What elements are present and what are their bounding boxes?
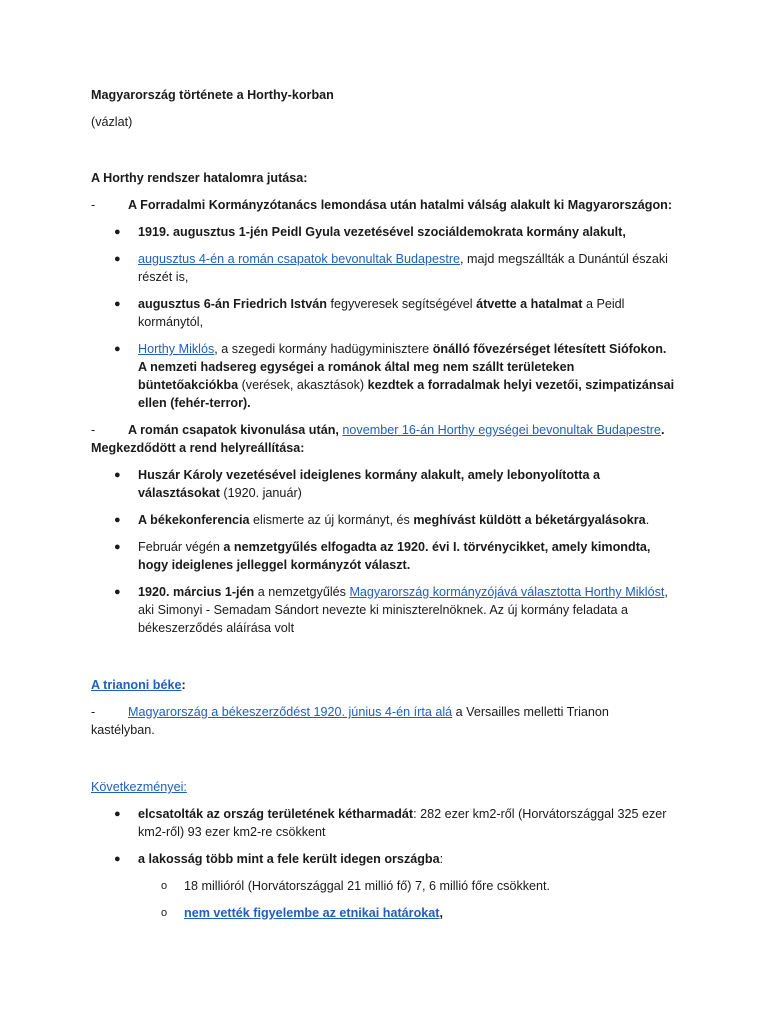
link-consequences[interactable]: Következményei: xyxy=(91,780,187,794)
link-romanian-entry[interactable]: augusztus 4-én a román csapatok bevonultak Budapestre xyxy=(138,252,461,266)
link-treaty-signed[interactable]: Magyarország a békeszerződést 1920. június 4-én írta alá xyxy=(128,705,453,719)
bold-text: 1920. március 1-jén xyxy=(138,585,255,599)
text: : xyxy=(181,678,186,692)
link-horthy-miklos[interactable]: Horthy Miklós xyxy=(138,342,215,356)
dash-text: A Forradalmi Kormányzótanács lemondása után hatalmi válság alakult ki Magyarországon: xyxy=(128,198,673,212)
bold-text: , xyxy=(439,906,443,920)
bold-text: elcsatolták az ország területének kétharmadát xyxy=(138,807,414,821)
section-heading-consequences xyxy=(91,778,676,796)
bullet-icon: ● xyxy=(114,298,121,310)
bullet-icon: ● xyxy=(114,226,121,238)
text: . xyxy=(645,513,650,527)
list-item xyxy=(91,877,676,895)
bullet-icon: ● xyxy=(114,514,121,526)
bold-text: augusztus 6-án Friedrich István xyxy=(138,297,327,311)
dash-mark: - xyxy=(91,198,96,212)
text: , a szegedi kormány hadügyminisztere xyxy=(214,342,433,356)
list-item xyxy=(91,805,676,841)
dash-item-withdrawal xyxy=(91,421,676,457)
link-trianon-peace[interactable]: A trianoni béke xyxy=(91,678,182,692)
text: a nemzetgyűlés xyxy=(254,585,350,599)
text: (1920. január) xyxy=(219,486,302,500)
spacer xyxy=(91,646,676,676)
text: , majd megszállták a Dunántúl északi részét is, xyxy=(138,252,668,284)
bold-text: 1919. augusztus 1-jén Peidl Gyula vezetésével szociáldemokrata kormány alakult, xyxy=(138,225,626,239)
bold-text: kezdtek a forradalmak helyi vezetői, szimpatizánsai ellen (fehér-terror). xyxy=(138,378,675,410)
bold-text: meghívást küldött a béketárgyalásokra xyxy=(413,513,646,527)
section-heading-rise: A Horthy rendszer hatalomra jutása: xyxy=(91,171,308,185)
bold-text: . Megkezdődött a rend helyreállítása: xyxy=(91,423,665,455)
circle-bullet-icon: o xyxy=(161,907,168,919)
bullet-icon: ● xyxy=(114,586,121,598)
list-item xyxy=(91,511,676,529)
text: a Versailles melletti Trianon kastélyban. xyxy=(91,705,609,737)
list-item xyxy=(91,466,676,502)
dash-mark: - xyxy=(91,423,96,437)
section-heading-trianon xyxy=(91,676,676,694)
list-item xyxy=(91,340,676,412)
dash-item-crisis xyxy=(91,196,676,214)
list-item xyxy=(91,850,676,868)
bullet-icon: ● xyxy=(114,343,121,355)
list-item xyxy=(91,583,676,637)
bullet-icon: ● xyxy=(114,853,121,865)
list-item xyxy=(91,223,676,241)
text: 18 millióról (Horvátországgal 21 millió fő) 7, 6 millió főre csökkent. xyxy=(184,879,551,893)
link-horthy-entry[interactable]: november 16-án Horthy egységei bevonultak Budapestre xyxy=(342,423,661,437)
spacer xyxy=(91,748,676,778)
bullet-icon: ● xyxy=(114,541,121,553)
document-subtitle: (vázlat) xyxy=(91,115,133,129)
text: : xyxy=(439,852,444,866)
document-title: Magyarország története a Horthy-korban xyxy=(91,88,334,102)
bold-text: A román csapatok kivonulása után, xyxy=(128,423,343,437)
list-item xyxy=(91,904,676,922)
text: , aki Simonyi - Semadam Sándort nevezte ki miniszterelnöknek. Az új kormány feladata a békeszerződés aláírása volt xyxy=(138,585,668,635)
link-horthy-regent[interactable]: Magyarország kormányzójává választotta Horthy Miklóst xyxy=(349,585,665,599)
bullet-icon: ● xyxy=(114,469,121,481)
text: (verések, akasztások) xyxy=(238,378,368,392)
link-ethnic-borders[interactable]: nem vették figyelembe az etnikai határokat xyxy=(184,906,440,920)
bullet-icon: ● xyxy=(114,808,121,820)
list-item xyxy=(91,250,676,286)
text: Február végén xyxy=(138,540,224,554)
text: a Peidl kormánytól, xyxy=(138,297,625,329)
bold-text: Huszár Károly vezetésével ideiglenes kormány alakult, amely lebonyolította a választásokat xyxy=(138,468,600,500)
bold-text: átvette a hatalmat xyxy=(476,297,583,311)
bold-text: a nemzetgyűlés elfogadta az 1920. évi I. törvénycikket, amely kimondta, hogy ideiglenes jelleggel kormányzót választ. xyxy=(138,540,651,572)
dash-mark: - xyxy=(91,705,96,719)
bold-text: a lakosság több mint a fele került idegen országba xyxy=(138,852,440,866)
dash-item-treaty xyxy=(91,703,676,739)
bold-text: A békekonferencia xyxy=(138,513,250,527)
bullet-list-restoration xyxy=(91,466,676,637)
list-item xyxy=(91,538,676,574)
text: : 282 ezer km2-ről (Horvátországgal 325 ezer km2-ről) 93 ezer km2-re csökkent xyxy=(138,807,667,839)
text: elismerte az új kormányt, és xyxy=(249,513,414,527)
text: fegyveresek segítségével xyxy=(326,297,477,311)
circle-bullet-icon: o xyxy=(161,880,168,892)
bullet-list-consequences xyxy=(91,805,676,868)
bullet-icon: ● xyxy=(114,253,121,265)
bold-text: önálló fővezérséget létesített Siófokon. A nemzeti hadsereg egységei a románok által meg nem szállt területeken büntetőakciókba xyxy=(138,342,667,392)
sub-bullet-list xyxy=(91,877,676,922)
list-item xyxy=(91,295,676,331)
document-page xyxy=(91,86,676,931)
bullet-list-events xyxy=(91,223,676,412)
